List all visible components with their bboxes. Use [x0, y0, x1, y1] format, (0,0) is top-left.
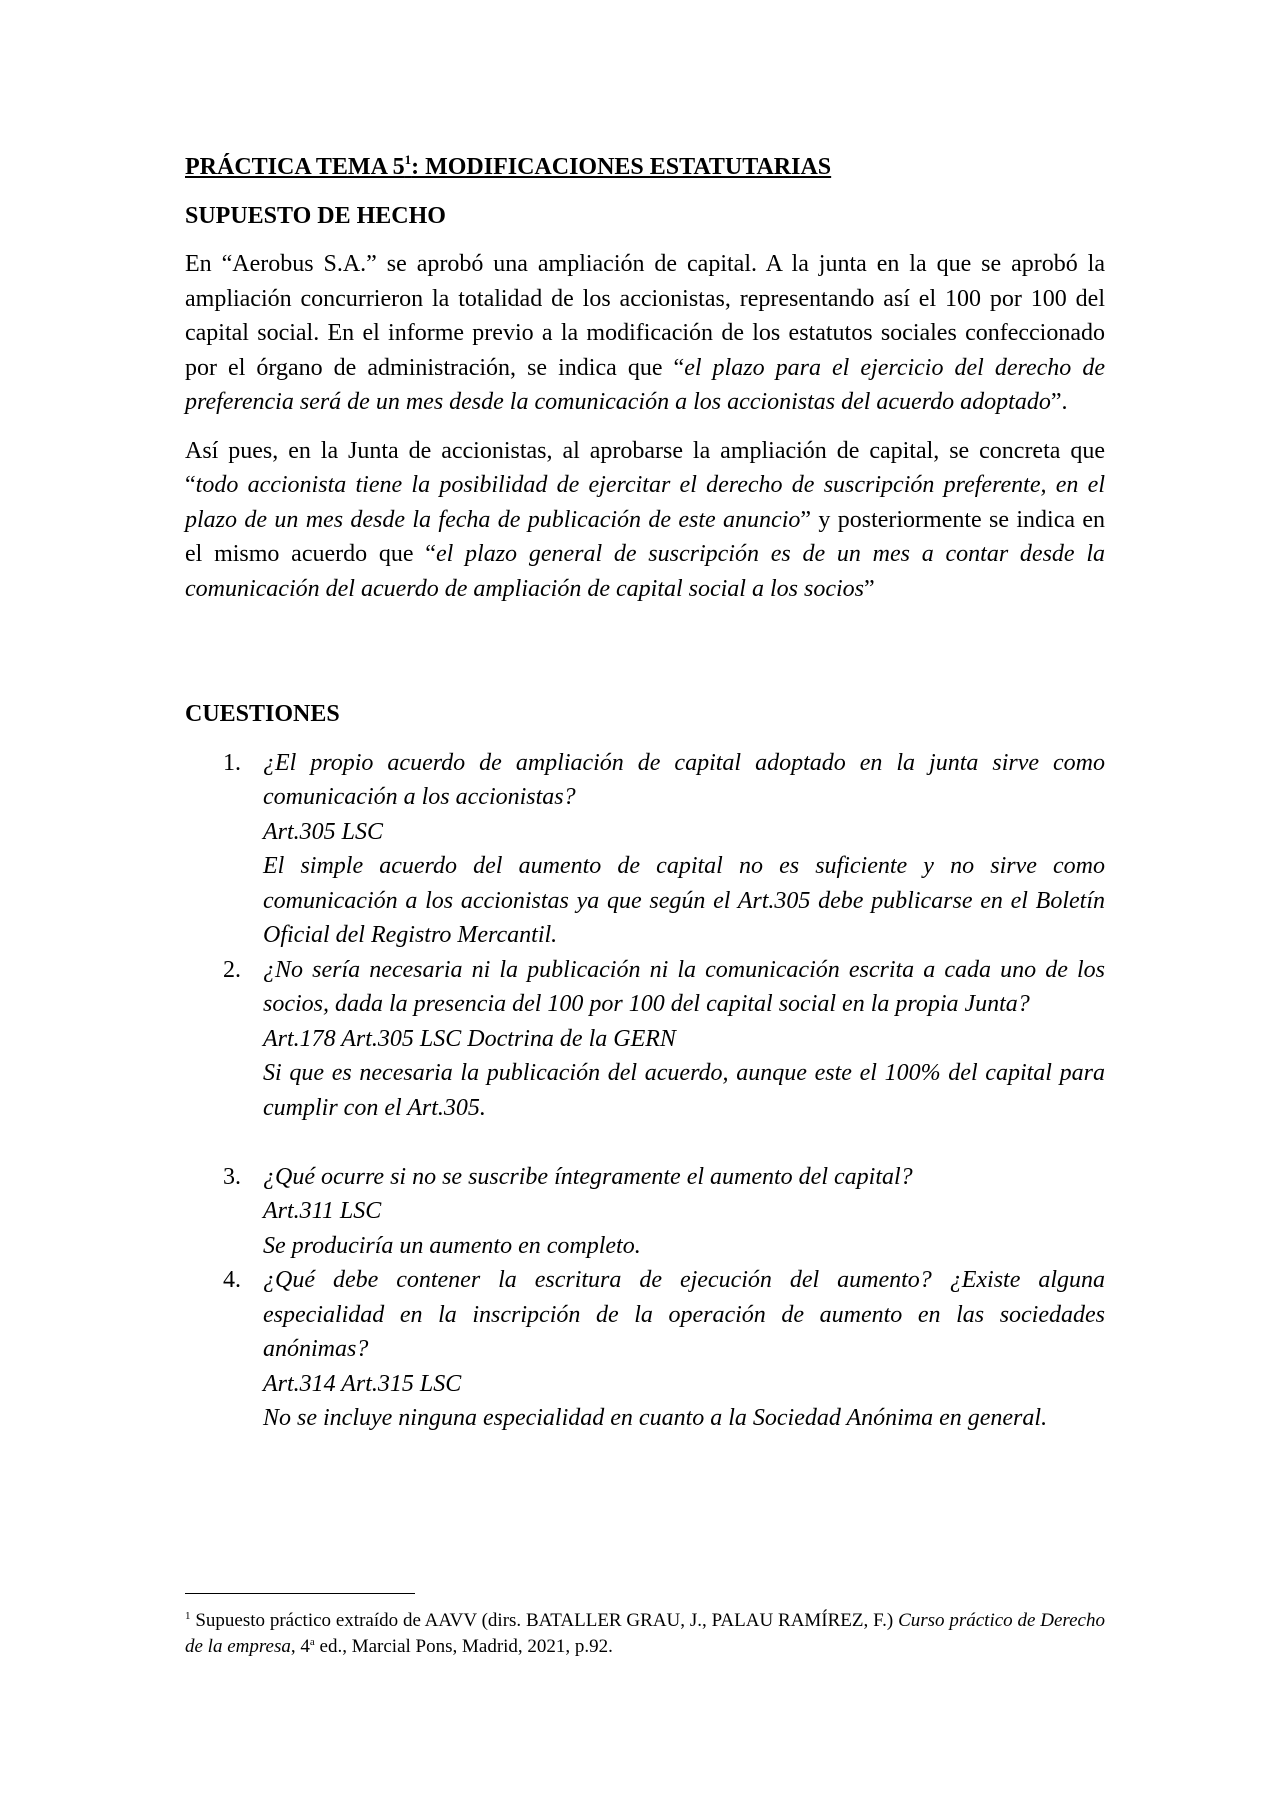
title-suffix: : MODIFICACIONES ESTATUTARIAS	[411, 154, 832, 180]
p1-text-c: ”.	[1050, 389, 1068, 415]
p2-text-e: ”	[863, 575, 875, 602]
p1-quote: el plazo para el ejercicio del derecho de preferencia será de un mes desde la comunicación a los accionistas del acuerdo adoptado	[185, 354, 1105, 415]
question-refs: Art.314 Art.315 LSC	[263, 1370, 462, 1397]
question-text: ¿El propio acuerdo de ampliación de capital adoptado en la junta sirve como comunicación a los accionistas?	[263, 749, 1105, 810]
title-footnote-ref: 1	[404, 152, 412, 167]
footnote-book-title: Curso práctico de Derecho de la empresa	[185, 1610, 1105, 1657]
supuesto-heading: SUPUESTO DE HECHO	[185, 202, 446, 229]
p2-quote-1: todo accionista tiene la posibilidad de ejercitar el derecho de suscripción preferente, en el plazo de un mes desde la fecha de publicación de este anuncio	[185, 472, 1105, 533]
question-number: 2.	[223, 956, 241, 983]
question-answer: Se produciría un aumento en completo.	[263, 1232, 641, 1259]
question-answer: El simple acuerdo del aumento de capital no es suficiente y no sirve como comunicación a los accionistas ya que según el Art.305 debe publicarse en el Boletín Oficial del Registro Mercantil.	[263, 853, 1105, 948]
question-item-1	[185, 746, 1105, 953]
question-answer: No se incluye ninguna especialidad en cuanto a la Sociedad Anónima en general.	[263, 1405, 1048, 1431]
list-gap	[185, 1125, 1105, 1160]
question-number: 3.	[223, 1163, 241, 1190]
p1-text-a: En “Aerobus S.A.” se aprobó una ampliación de capital. A la junta en la que se aprobó la ampliación concurrieron la totalidad de los accionistas, representando así el 100 por 100 del capital social. En el informe previo a la modificación de los estatutos sociales confeccionado por el órgano de administración, se indica que “	[185, 251, 1105, 381]
title-prefix: PRÁCTICA TEMA 5	[185, 154, 405, 180]
footnote-separator	[185, 1593, 415, 1594]
questions-list	[185, 746, 1105, 1436]
question-refs: Art.305 LSC	[263, 818, 384, 845]
p2-quote-2: el plazo general de suscripción es de un mes a contar desde la comunicación del acuerdo de ampliación de capital social a los socios	[185, 541, 1105, 602]
question-item-4	[185, 1263, 1105, 1436]
question-answer: Si que es necesaria la publicación del acuerdo, aunque este el 100% del capital para cumplir con el Art.305.	[263, 1060, 1105, 1121]
supuesto-paragraph-1	[185, 247, 1105, 420]
footnote-text-c: , 4	[290, 1636, 310, 1657]
p2-text-a: Así pues, en la Junta de accionistas, al aprobarse la ampliación de capital, se concreta que “	[185, 437, 1105, 498]
p2-text-c: ” y posteriormente se indica en el mismo acuerdo que “	[185, 506, 1106, 567]
question-number: 4.	[223, 1267, 241, 1293]
spacer	[185, 620, 1105, 697]
footnote-marker: 1	[185, 1610, 191, 1622]
question-text: ¿Qué debe contener la escritura de ejecución del aumento? ¿Existe alguna especialidad en la inscripción de la operación de aumento en las sociedades anónimas?	[263, 1267, 1105, 1362]
footnote	[185, 1608, 1105, 1660]
footnote-text-d: ed., Marcial Pons, Madrid, 2021, p.92.	[314, 1636, 613, 1657]
document-page	[185, 150, 1105, 1436]
footnote-text-a: Supuesto práctico extraído de AAVV (dirs. BATALLER GRAU, J., PALAU RAMÍREZ, F.)	[190, 1610, 899, 1631]
question-item-2	[185, 953, 1105, 1126]
question-refs: Art.178 Art.305 LSC Doctrina de la GERN	[263, 1025, 676, 1052]
question-number: 1.	[223, 749, 241, 776]
cuestiones-heading: CUESTIONES	[185, 701, 340, 727]
page-title	[185, 150, 1105, 185]
question-refs: Art.311 LSC	[263, 1198, 382, 1224]
supuesto-paragraph-2	[185, 434, 1105, 607]
footnote-edition-sup: a	[309, 1636, 315, 1648]
question-text: ¿No sería necesaria ni la publicación ni la comunicación escrita a cada uno de los socios, dada la presencia del 100 por 100 del capital social en la propia Junta?	[263, 956, 1105, 1017]
question-item-3	[185, 1160, 1105, 1264]
question-text: ¿Qué ocurre si no se suscribe íntegramente el aumento del capital?	[263, 1163, 913, 1190]
